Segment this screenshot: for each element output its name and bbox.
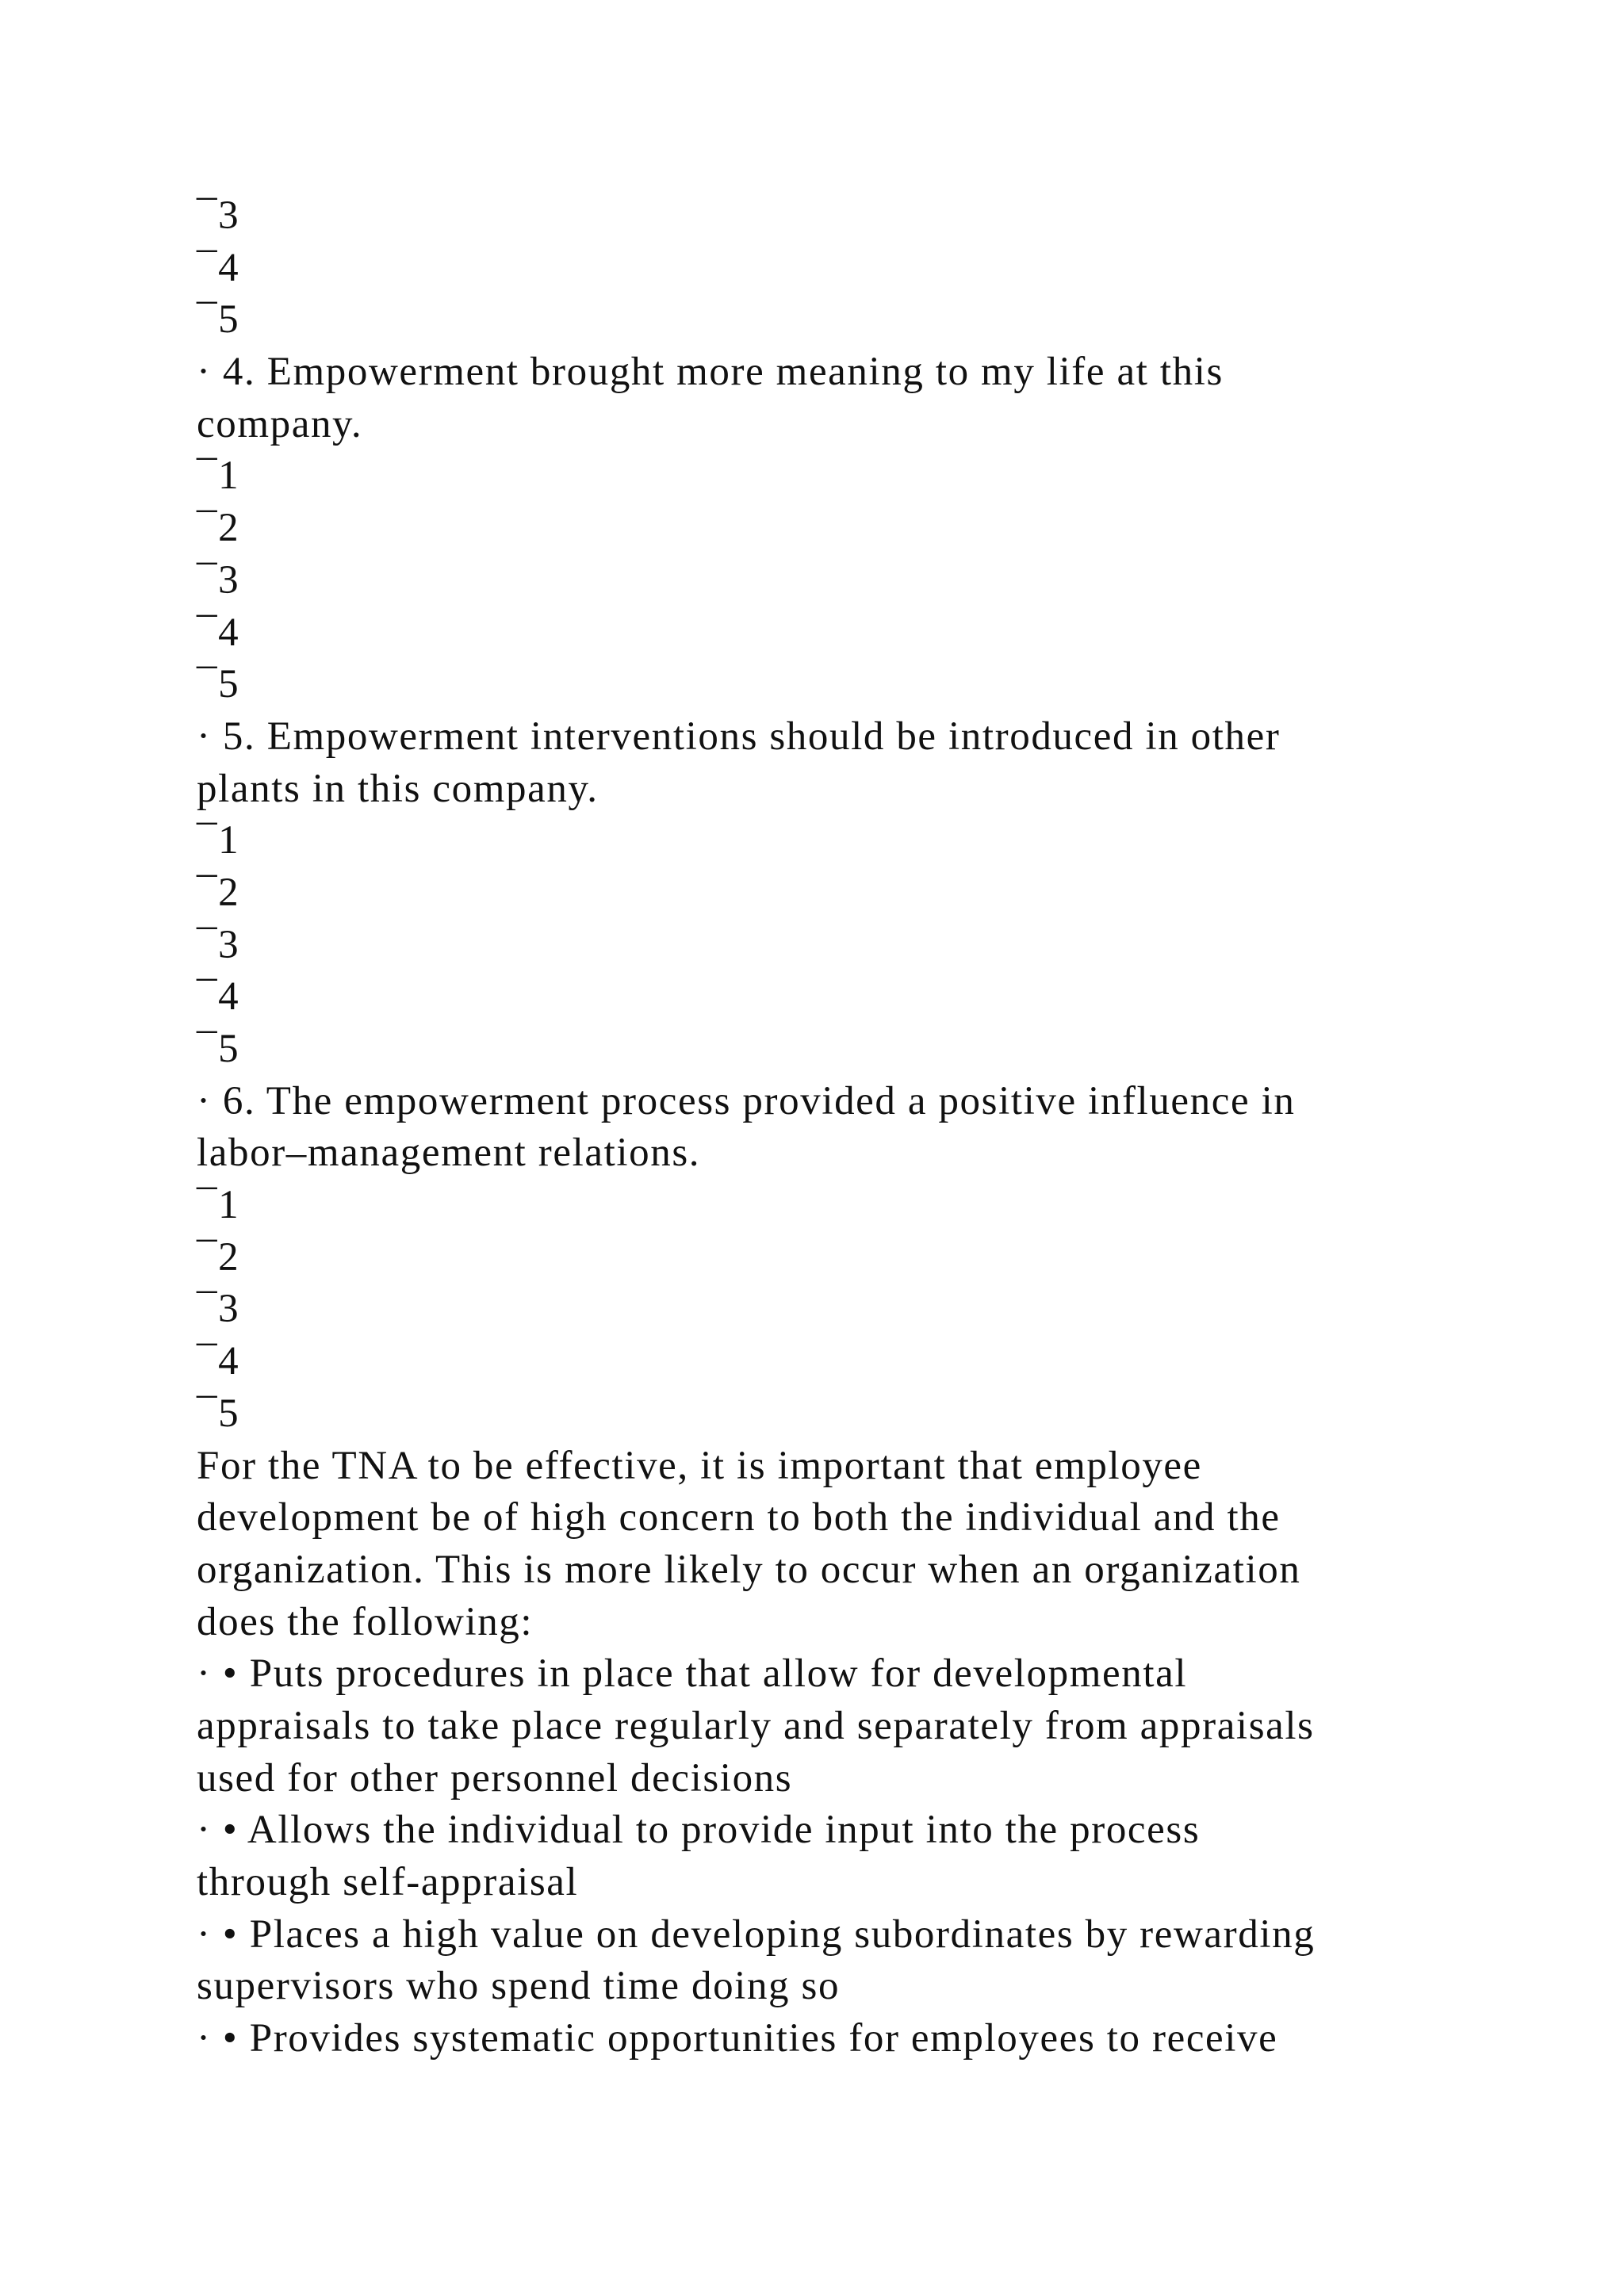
paragraph-line: does the following: xyxy=(197,1599,534,1644)
rating-option-3: ¯3 xyxy=(197,193,240,238)
rating-option-3: ¯3 xyxy=(197,1287,240,1332)
bullet-item-cont: supervisors who spend time doing so xyxy=(197,1964,841,2009)
bullet-item-cont: through self-appraisal xyxy=(197,1860,579,1904)
survey-item-5: · 5. Empowerment interventions should be introduced in other xyxy=(197,714,1281,759)
survey-item-4: · 4. Empowerment brought more meaning to my life at this xyxy=(197,350,1224,395)
rating-option-1: ¯1 xyxy=(197,453,240,499)
rating-option-5: ¯5 xyxy=(197,1391,240,1436)
rating-option-5: ¯5 xyxy=(197,297,240,342)
rating-option-4: ¯4 xyxy=(197,245,240,290)
paragraph-line: organization. This is more likely to occur when an organization xyxy=(197,1547,1301,1592)
rating-option-5: ¯5 xyxy=(197,1027,240,1071)
bullet-item: · • Allows the individual to provide input into the process xyxy=(197,1808,1201,1853)
bullet-item-cont: used for other personnel decisions xyxy=(197,1755,793,1800)
rating-option-4: ¯4 xyxy=(197,1339,240,1384)
rating-option-3: ¯3 xyxy=(197,922,240,967)
rating-option-5: ¯5 xyxy=(197,662,240,707)
bullet-item: · • Provides systematic opportunities for employees to receive xyxy=(197,2016,1278,2061)
survey-item-6: · 6. The empowerment process provided a positive influence in xyxy=(197,1078,1296,1123)
rating-option-2: ¯2 xyxy=(197,506,240,551)
survey-item-6-cont: labor–management relations. xyxy=(197,1131,701,1176)
bullet-item: · • Puts procedures in place that allow for developmental xyxy=(197,1651,1188,1697)
rating-option-1: ¯1 xyxy=(197,818,240,863)
bullet-item-cont: appraisals to take place regularly and separately from appraisals xyxy=(197,1703,1315,1748)
rating-option-4: ¯4 xyxy=(197,974,240,1020)
survey-item-4-cont: company. xyxy=(197,401,363,446)
bullet-item: · • Places a high value on developing subordinates by rewarding xyxy=(197,1911,1316,1957)
document-text xyxy=(197,190,1450,2065)
paragraph-line: For the TNA to be effective, it is important that employee xyxy=(197,1443,1202,1488)
rating-option-2: ¯2 xyxy=(197,1234,240,1280)
rating-option-4: ¯4 xyxy=(197,610,240,655)
rating-option-3: ¯3 xyxy=(197,557,240,603)
survey-item-5-cont: plants in this company. xyxy=(197,766,599,811)
rating-option-2: ¯2 xyxy=(197,870,240,915)
paragraph-line: development be of high concern to both the individual and the xyxy=(197,1495,1281,1540)
rating-option-1: ¯1 xyxy=(197,1183,240,1228)
